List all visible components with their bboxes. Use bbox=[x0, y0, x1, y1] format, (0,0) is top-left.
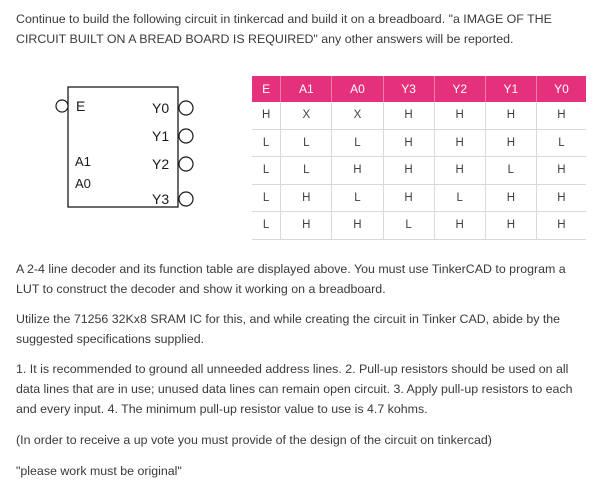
table-cell: H bbox=[281, 184, 332, 212]
header-e: E bbox=[252, 76, 281, 102]
header-y2: Y2 bbox=[434, 76, 485, 102]
output-bubble-y0 bbox=[179, 101, 193, 115]
table-cell: L bbox=[281, 157, 332, 185]
table-cell: H bbox=[485, 102, 536, 129]
table-cell: H bbox=[383, 129, 434, 157]
input-label-a1: A1 bbox=[75, 154, 91, 169]
table-row bbox=[252, 157, 586, 185]
table-cell: H bbox=[383, 184, 434, 212]
table-cell: L bbox=[434, 184, 485, 212]
intro-text: Continue to build the following circuit in tinkercad and build it on a breadboard. "a IMAGE OF THE CIRCUIT BUILT ON A BREAD BOARD IS REQUIRED" any other answers will be reported. bbox=[16, 12, 552, 46]
table-cell: H bbox=[434, 157, 485, 185]
header-y0: Y0 bbox=[536, 76, 586, 102]
description-paragraph: A 2-4 line decoder and its function table are displayed above. You must use TinkerCAD to program a LUT to construct the decoder and show it working on a breadboard. bbox=[16, 262, 566, 296]
table-row bbox=[252, 212, 586, 240]
table-cell: L bbox=[383, 212, 434, 240]
table-cell: X bbox=[332, 102, 383, 129]
table-cell: L bbox=[252, 184, 281, 212]
output-label-y0: Y0 bbox=[152, 100, 170, 116]
specifications-paragraph: 1. It is recommended to ground all unneeded address lines. 2. Pull-up resistors should be used on all data lines that are in use; unused data lines can remain open circuit. 3. Apply pull-up resistors to each and every input. 4. The minimum pull-up resistor value to use is 4.7 kohms. bbox=[16, 362, 573, 416]
table-cell: H bbox=[485, 129, 536, 157]
table-cell: H bbox=[434, 102, 485, 129]
table-cell: X bbox=[281, 102, 332, 129]
output-bubble-y1 bbox=[179, 129, 193, 143]
table-cell: H bbox=[383, 157, 434, 185]
table-header-row bbox=[252, 76, 586, 102]
table-cell: L bbox=[332, 129, 383, 157]
table-cell: H bbox=[281, 212, 332, 240]
table-row bbox=[252, 129, 586, 157]
table-cell: H bbox=[332, 212, 383, 240]
table-cell: L bbox=[485, 157, 536, 185]
table-cell: H bbox=[536, 212, 586, 240]
input-label-a0: A0 bbox=[75, 176, 91, 191]
output-label-y2: Y2 bbox=[152, 156, 170, 172]
output-label-y3: Y3 bbox=[152, 191, 170, 207]
upvote-note: (In order to receive a up vote you must provide of the design of the circuit on tinkercad) bbox=[16, 433, 492, 447]
table-cell: H bbox=[536, 184, 586, 212]
table-cell: H bbox=[485, 184, 536, 212]
sram-paragraph: Utilize the 71256 32Kx8 SRAM IC for this, and while creating the circuit in Tinker CAD, abide by the suggested specifications supplied. bbox=[16, 312, 561, 346]
output-label-y1: Y1 bbox=[152, 128, 170, 144]
table-cell: L bbox=[252, 157, 281, 185]
output-bubble-y3 bbox=[179, 192, 193, 206]
output-bubble-y2 bbox=[179, 157, 193, 171]
table-row bbox=[252, 102, 586, 129]
table-cell: H bbox=[332, 157, 383, 185]
table-cell: L bbox=[332, 184, 383, 212]
function-table bbox=[252, 76, 586, 240]
header-a0: A0 bbox=[332, 76, 383, 102]
header-a1: A1 bbox=[281, 76, 332, 102]
header-y1: Y1 bbox=[485, 76, 536, 102]
table-cell: H bbox=[383, 102, 434, 129]
header-y3: Y3 bbox=[383, 76, 434, 102]
table-row bbox=[252, 184, 586, 212]
enable-bubble bbox=[56, 100, 68, 112]
table-cell: H bbox=[485, 212, 536, 240]
table-cell: L bbox=[281, 129, 332, 157]
table-cell: H bbox=[434, 212, 485, 240]
table-cell: H bbox=[252, 102, 281, 129]
enable-label: E bbox=[76, 98, 86, 114]
table-cell: L bbox=[536, 129, 586, 157]
table-cell: H bbox=[434, 129, 485, 157]
table-cell: H bbox=[536, 102, 586, 129]
originality-note: "please work must be original" bbox=[16, 464, 182, 478]
table-cell: H bbox=[536, 157, 586, 185]
decoder-symbol bbox=[0, 0, 240, 240]
table-cell: L bbox=[252, 212, 281, 240]
table-cell: L bbox=[252, 129, 281, 157]
